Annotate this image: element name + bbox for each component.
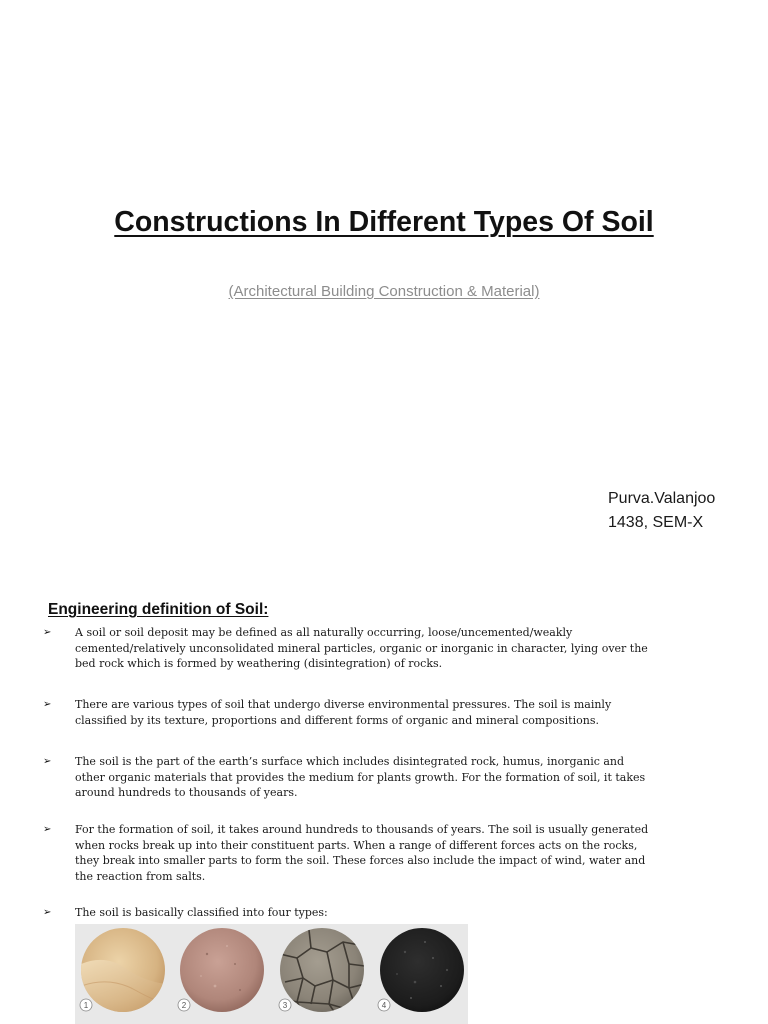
soil-number-badge bbox=[178, 999, 190, 1011]
bullet-line: other organic materials that provides the medium for plants growth. For the formation of soil, it takes bbox=[75, 770, 646, 784]
bullet-line: they break into smaller parts to form the soil. These forces also include the impact of wind, water and bbox=[75, 854, 646, 867]
soil-number-badge bbox=[378, 999, 390, 1011]
soil-types-image bbox=[75, 924, 468, 1024]
arrow-bullet-icon bbox=[43, 625, 51, 641]
author-name: Purva.Valanjoo bbox=[608, 490, 716, 507]
dark-loam-soil-icon bbox=[380, 928, 464, 1012]
bullet-line: The soil is basically classified into four types: bbox=[75, 906, 328, 919]
bullet-text bbox=[75, 822, 745, 884]
bullet-line: There are various types of soil that undergo diverse environmental pressures. The soil is mainly bbox=[75, 698, 612, 711]
page-title: Constructions In Different Types Of Soil bbox=[114, 206, 654, 238]
bullet-line: around hundreds to thousands of years. bbox=[75, 786, 298, 799]
bullet-line: bed rock which is formed by weathering (disintegration) of rocks. bbox=[75, 657, 443, 670]
bullet-text bbox=[75, 697, 745, 728]
bullet-line: cemented/relatively unconsolidated mineral particles, organic or inorganic in character, lying over the bbox=[75, 641, 648, 655]
bullet-line: For the formation of soil, it takes around hundreds to thousands of years. The soil is usually generated bbox=[75, 823, 649, 836]
bullet-text bbox=[75, 625, 745, 672]
arrow-bullet-icon bbox=[43, 754, 51, 770]
arrow-bullet-icon bbox=[43, 697, 51, 713]
soil-number-badge bbox=[279, 999, 291, 1011]
bullet-text bbox=[75, 905, 745, 921]
arrow-bullet-icon bbox=[43, 822, 51, 838]
soil-number-badge bbox=[80, 999, 92, 1011]
bullet-line: classified by its texture, proportions and different forms of organic and mineral compositions. bbox=[75, 713, 599, 727]
page-subtitle: (Architectural Building Construction & Material) bbox=[228, 283, 540, 300]
author-id-semester: 1438, SEM-X bbox=[608, 514, 704, 531]
soil-number-label: 2 bbox=[181, 1001, 187, 1010]
soil-number-label: 1 bbox=[83, 1001, 89, 1010]
section-heading: Engineering definition of Soil: bbox=[48, 601, 269, 618]
bullet-line: the reaction from salts. bbox=[75, 869, 206, 883]
bullet-text bbox=[75, 754, 745, 801]
bullet-line: A soil or soil deposit may be defined as all naturally occurring, loose/uncemented/weakly bbox=[75, 626, 573, 639]
bullet-line: The soil is the part of the earth’s surface which includes disintegrated rock, humus, inorganic and bbox=[75, 755, 625, 768]
bullet-line: when rocks break up into their constituent parts. When a range of different forces acts on the rocks, bbox=[75, 838, 638, 852]
soil-number-label: 3 bbox=[282, 1001, 288, 1010]
arrow-bullet-icon bbox=[43, 905, 51, 921]
clay-soil-icon bbox=[180, 928, 264, 1012]
soil-number-label: 4 bbox=[381, 1001, 387, 1010]
